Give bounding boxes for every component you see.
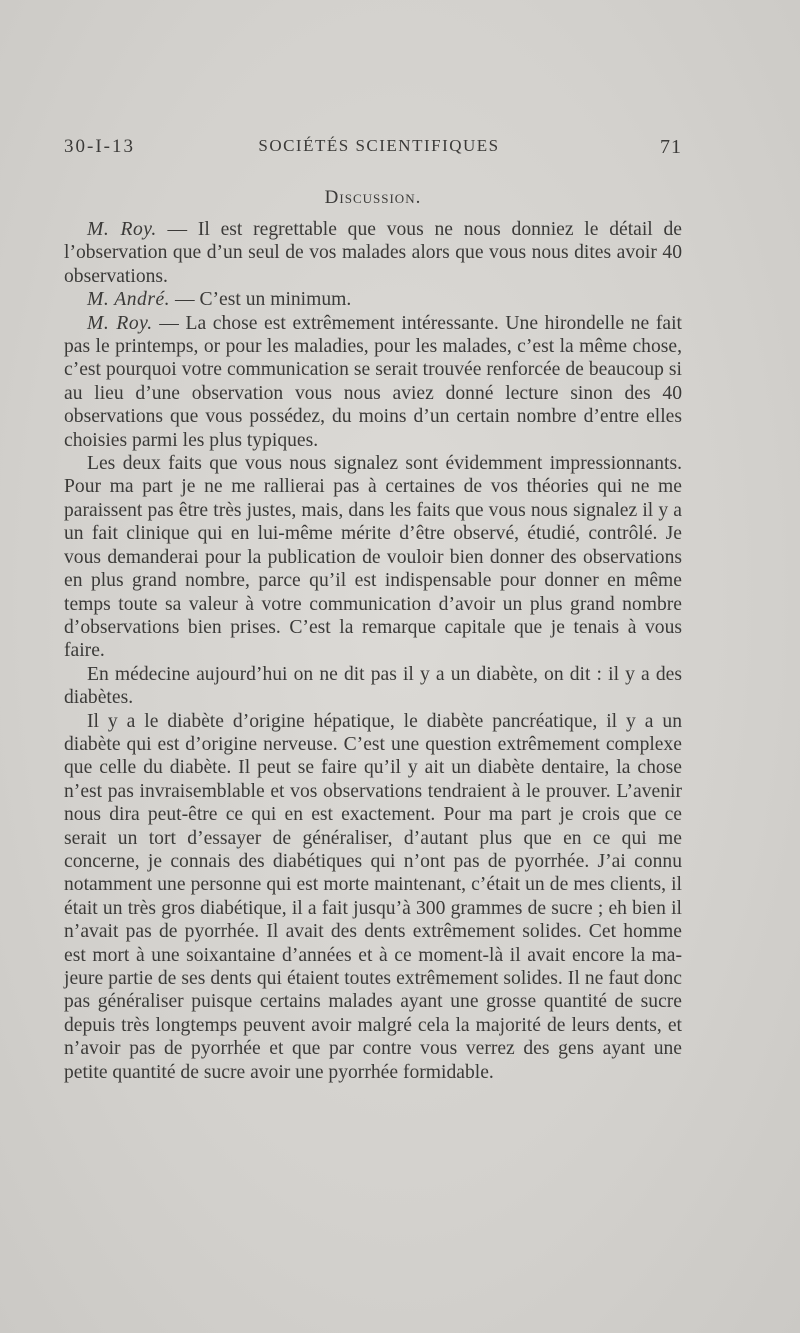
paragraph bbox=[64, 663, 682, 710]
header-section-title: SOCIÉTÉS SCIENTIFIQUES bbox=[258, 136, 500, 155]
paragraph bbox=[64, 218, 682, 288]
page-number: 71 bbox=[660, 136, 682, 158]
header-date: 30-I-13 bbox=[64, 136, 135, 157]
paragraph bbox=[64, 288, 682, 311]
speaker-name: M. Roy. bbox=[87, 219, 157, 240]
running-header bbox=[64, 136, 682, 166]
paragraph-text: — Il est regrettable que vous ne nous donniez le détail de l’observation que d’un seul de vos malades alors que vous nous dites avoir 40 observations. bbox=[64, 219, 682, 287]
paragraph-text: — C’est un minimum. bbox=[170, 289, 352, 311]
paragraph-text: En médecine aujourd’hui on ne dit pas il y a un diabète, on dit : il y a des diabètes. bbox=[64, 663, 682, 709]
paragraph bbox=[64, 452, 682, 663]
speaker-name: M. Roy. bbox=[87, 312, 153, 334]
paragraph bbox=[64, 710, 682, 1085]
speaker-name: M. André. bbox=[87, 289, 171, 311]
body-text bbox=[64, 218, 682, 1084]
section-heading: Discussion. bbox=[324, 187, 422, 208]
paragraph-text: Il y a le diabète d’origine hépatique, le diabète pancréatique, il y a un diabète qui est d’origine nerveuse. C’est une question extrêmement complexe que celle du diabète. Il peut se faire qu’il y ait un diabète dentaire, la chose n’est pas invraisemblable et vos observations tendraient à le prouver. L’avenir nous dira peut-être ce qui en est exactement. Pour ma part je crois que ce serait un tort d’essayer de généraliser, d’autant plus que en ce qui me concerne, je connais des diabétiques qui n’ont pas de pyorrhée. J’ai connu notamment une personne qui est morte maintenant, c’était un de mes clients, il était un très gros diabétique, il a fait jusqu’à 300 grammes de sucre ; eh bien il n’avait pas de pyorrhée. Il avait des dents extrêmement solides. Cet homme est mort à une soixantaine d’années et à ce moment-là il avait encore la majeure partie de ses dents qui étaient toutes extrêmement solides. Il ne faut donc pas généraliser puisque certains malades ayant une grosse quantité de sucre depuis très longtemps peuvent avoir malgré cela la majorité de leurs dents, et n’avoir pas de pyorrhée et que par contre vous verrez des gens ayant une petite quantité de sucre avoir une pyorrhée formidable. bbox=[64, 710, 682, 1083]
paragraph-text: — La chose est extrêmement intéressante. Une hirondelle ne fait pas le printemps, or pour les maladies, pour les malades, c’est la même chose, c’est pourquoi votre communication se serait trouvée renforcée de beaucoup si au lieu d’une observation vous nous aviez donné lecture sinon des 40 observations que vous possédez, du moins d’un certain nombre d’entre elles choisies parmi les plus typiques. bbox=[64, 312, 682, 451]
paragraph-text: Les deux faits que vous nous signalez sont évidemment impressionnants. Pour ma part je ne me rallierai pas à certaines de vos théories qui ne me paraissent pas être très justes, mais, dans les faits que vous nous signalez il y a un fait clinique qui en lui-même mérite d’être observé, étudié, contrôlé. Je vous demanderai pour la publication de vouloir bien donner des observations en plus grand nombre, parce qu’il est indispensable pour donner en même temps toute sa valeur à votre communication d’avoir un plus grand nombre d’observations bien prises. C’est la remarque capitale que je tenais à vous faire. bbox=[64, 453, 682, 662]
paragraph bbox=[64, 312, 682, 452]
